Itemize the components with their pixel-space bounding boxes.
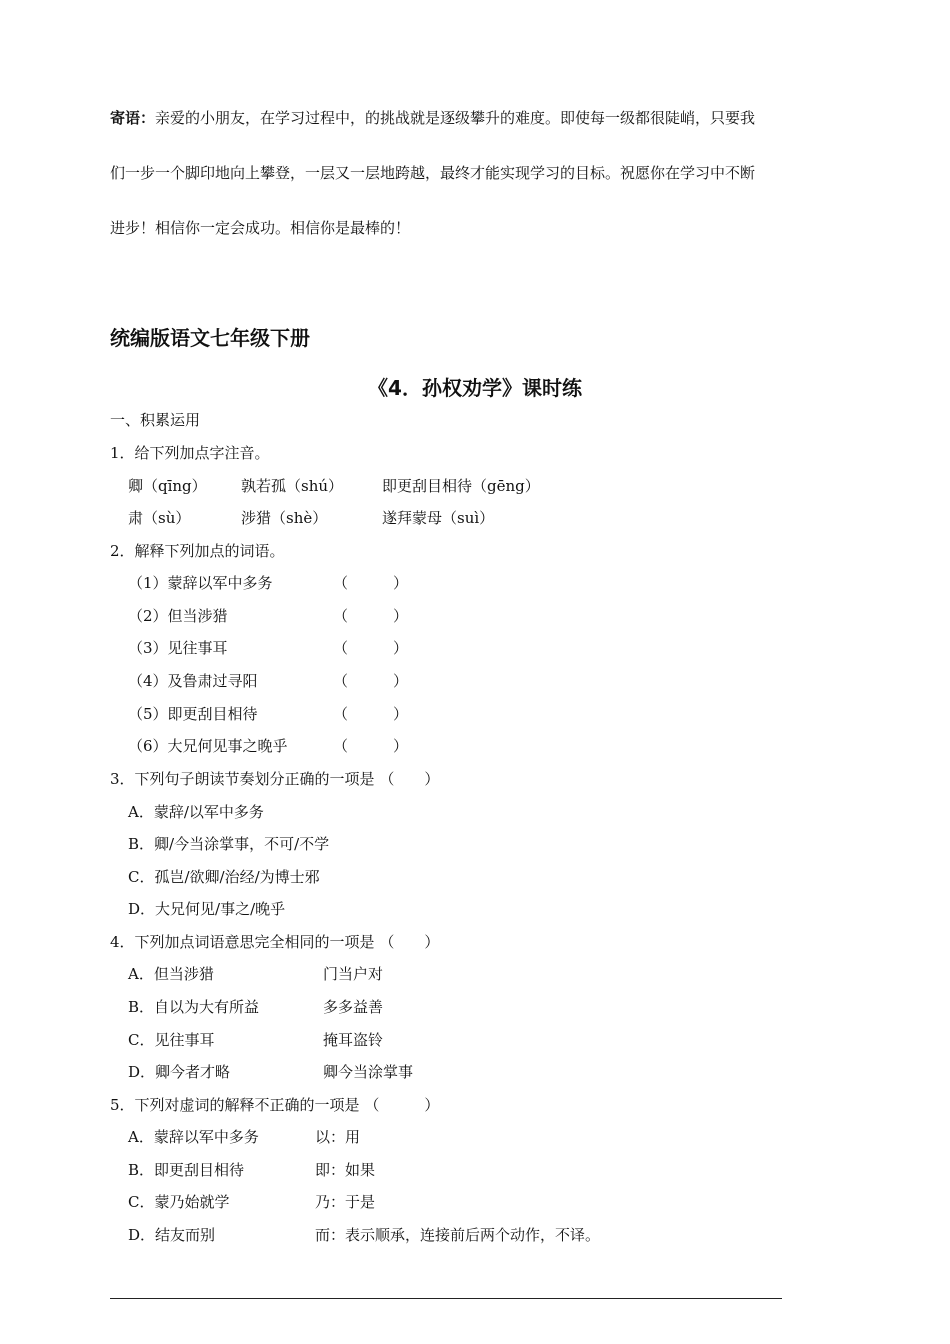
q1-item: 涉猎（shè）	[241, 509, 328, 527]
q3-option: B．卿/今当涂掌事，不可/不学	[128, 835, 330, 853]
message-text-1: 亲爱的小朋友，在学习过程中，的挑战就是逐级攀升的难度。即使每一级都很陡峭，只要我	[155, 109, 756, 127]
q4-pair: 门当户对	[323, 965, 384, 983]
q1-item: 卿（qīng）	[128, 477, 207, 495]
q5-meaning: 乃：于是	[315, 1193, 376, 1211]
q3-option: C．孤岂/欲卿/治经/为博士邪	[128, 868, 320, 886]
q2-stem: 2．解释下列加点的词语。	[110, 542, 285, 560]
q2-item: （6）大兄何见事之晚乎	[128, 737, 288, 755]
q5-meaning: 以：用	[315, 1128, 361, 1146]
q1-item: 遂拜蒙母（suì）	[382, 509, 495, 527]
q1-item: 即更刮目相待（gēng）	[382, 477, 540, 495]
q4-option: B．自以为大有所益	[128, 998, 260, 1016]
q4-pair: 掩耳盗铃	[323, 1031, 384, 1049]
lesson-title: 《4．孙权劝学》课时练	[368, 376, 582, 400]
message-line-1	[110, 108, 845, 128]
q2-item: （2）但当涉猎	[128, 607, 228, 625]
q3-option: D．大兄何见/事之/晚乎	[128, 900, 286, 918]
q4-stem: 4．下列加点词语意思完全相同的一项是 （ ）	[110, 933, 440, 951]
q5-meaning: 而：表示顺承，连接前后两个动作，不译。	[315, 1226, 601, 1244]
message-line-2: 们一步一个脚印地向上攀登，一层又一层地跨越，最终才能实现学习的目标。祝愿你在学习中不断	[110, 164, 756, 182]
q1-stem: 1．给下列加点字注音。	[110, 444, 270, 462]
q5-meaning: 即：如果	[315, 1161, 376, 1179]
q5-option: B．即更刮目相待	[128, 1161, 245, 1179]
q2-blank: （ ）	[333, 574, 409, 592]
q2-blank: （ ）	[333, 737, 409, 755]
q5-option: A．蒙辞以军中多务	[128, 1128, 259, 1146]
q5-stem: 5．下列对虚词的解释不正确的一项是 （ ）	[110, 1096, 440, 1114]
q1-item: 孰若孤（shú）	[241, 477, 344, 495]
q2-blank: （ ）	[333, 672, 409, 690]
q4-option: A．但当涉猎	[128, 965, 214, 983]
book-title: 统编版语文七年级下册	[110, 326, 310, 350]
q5-option: C．蒙乃始就学	[128, 1193, 230, 1211]
message-line-3: 进步！相信你一定会成功。相信你是最棒的！	[110, 219, 411, 237]
q3-stem: 3．下列句子朗读节奏划分正确的一项是 （ ）	[110, 770, 440, 788]
q5-option: D．结友而别	[128, 1226, 216, 1244]
q4-pair: 多多益善	[323, 998, 384, 1016]
message-lead: 寄语：	[110, 109, 156, 127]
q4-option: D．卿今者才略	[128, 1063, 231, 1081]
q4-option: C．见往事耳	[128, 1031, 215, 1049]
q2-item: （1）蒙辞以军中多务	[128, 574, 273, 592]
section-heading: 一、积累运用	[110, 411, 201, 429]
q2-blank: （ ）	[333, 639, 409, 657]
q2-item: （3）见往事耳	[128, 639, 228, 657]
q4-pair: 卿今当涂掌事	[323, 1063, 414, 1081]
footer-divider	[110, 1298, 782, 1299]
q2-blank: （ ）	[333, 705, 409, 723]
q3-option: A．蒙辞/以军中多务	[128, 803, 264, 821]
q2-blank: （ ）	[333, 607, 409, 625]
q2-item: （4）及鲁肃过寻阳	[128, 672, 258, 690]
q1-item: 肃（sù）	[128, 509, 191, 527]
q2-item: （5）即更刮目相待	[128, 705, 258, 723]
